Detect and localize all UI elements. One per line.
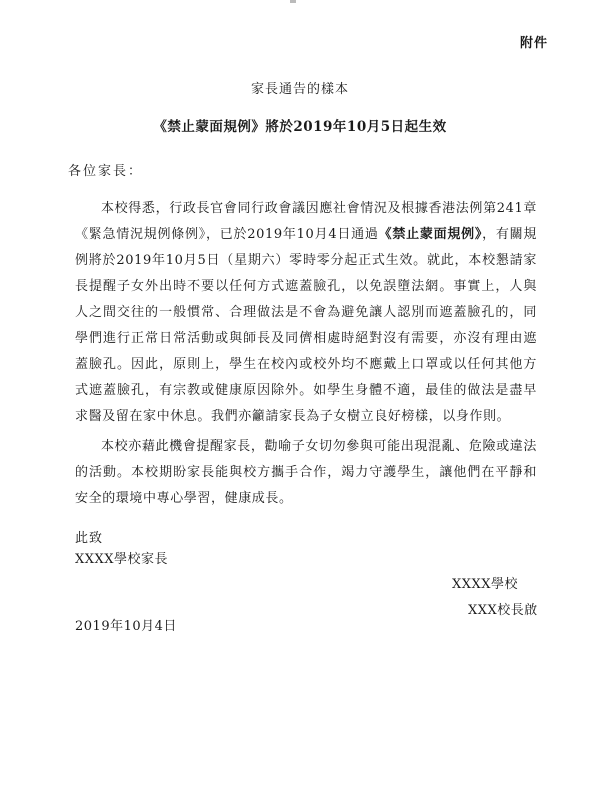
paragraph-1 [75,196,537,430]
paragraph-1-part-1: 本校得悉，行政長官會同行政會議因應社會情況及根據香港法例第241章《緊急情況規例條例》，已於2019年10月4日通過 [75,201,537,242]
salutation: 各位家長： [68,164,144,179]
signature-principal: XXX校長啟 [468,603,538,618]
closing: 此致 [75,531,104,546]
regulation-name-bold: 《禁止蒙面規例》 [378,227,483,242]
paragraph-2: 本校亦藉此機會提醒家長，勸喻子女切勿參與可能出現混亂、危險或違法的活動。本校期盼家長能與校方攜手合作，竭力守護學生，讓他們在平靜和安全的環境中專心學習，健康成長。 [75,439,537,506]
scan-mark [290,0,296,3]
letter-date: 2019年10月4日 [75,619,177,634]
recipient: XXXX學校家長 [75,552,169,567]
document-title: 家長通告的樣本 [250,82,349,97]
attachment-label: 附件 [519,36,548,51]
signature-school: XXXX學校 [452,577,519,592]
document-subtitle: 《禁止蒙面規例》將於2019年10月5日起生效 [153,119,447,135]
paragraph-1-part-3: ，有關規例將於2019年10月5日（星期六）零時零分起正式生效。就此，本校懇請家長提醒子女外出時不要以任何方式遮蓋臉孔，以免誤墮法網。事實上，人與人之間交往的一般慣常、合理做法是不會為避免讓人認別而遮蓋臉孔的，同學們進行正常日常活動或與師長及同儕相處時絕對沒有需要，亦沒有理由遮蓋臉孔。因此，原則上，學生在校內或校外均不應戴上口罩或以任何其他方式遮蓋臉孔，有宗教或健康原因除外。如學生身體不適，最佳的做法是盡早求醫及留在家中休息。我們亦籲請家長為子女樹立良好榜樣，以身作則。 [75,227,537,424]
